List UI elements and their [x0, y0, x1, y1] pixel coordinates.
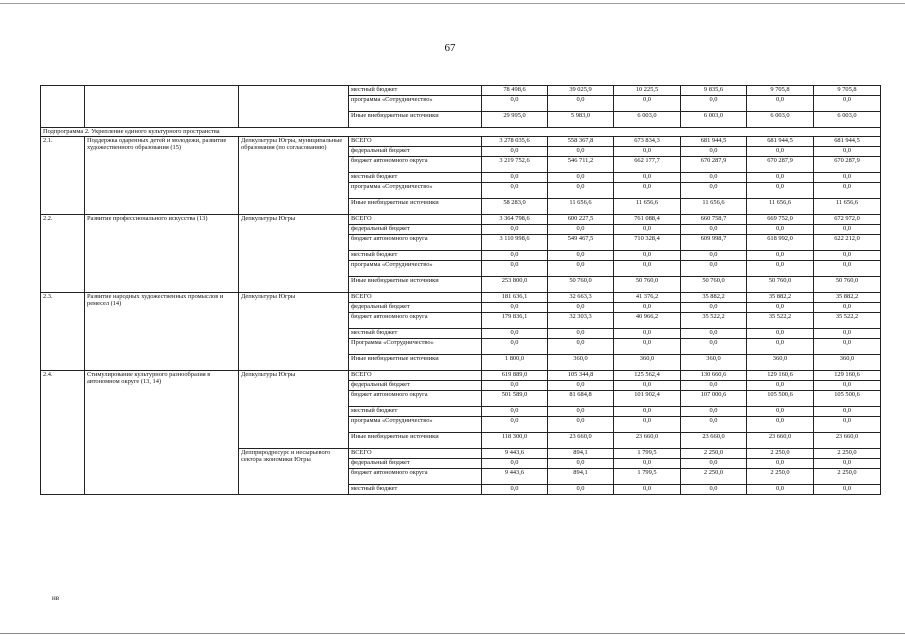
amount-cell: 50 760,0	[548, 277, 614, 293]
amount-cell: 2 250,0	[747, 449, 814, 459]
amount-cell: 35 522,2	[747, 313, 814, 329]
funding-source-cell: бюджет автономного округа	[349, 391, 482, 407]
amount-cell: 29 995,0	[482, 112, 548, 128]
amount-cell: 0,0	[681, 381, 747, 391]
amount-cell: 670 287,9	[814, 157, 881, 173]
amount-cell: 0,0	[681, 251, 747, 261]
amount-cell: 2 250,0	[814, 469, 881, 485]
amount-cell: 0,0	[482, 225, 548, 235]
funding-source-cell: федеральный бюджет	[349, 381, 482, 391]
amount-cell: 0,0	[614, 147, 681, 157]
amount-cell: 0,0	[814, 261, 881, 277]
amount-cell: 600 227,5	[548, 215, 614, 225]
amount-cell: 41 376,2	[614, 293, 681, 303]
item-name-cell: Развитие народных художественных промыслов и ремесел (14)	[85, 293, 239, 371]
amount-cell: 672 972,0	[814, 215, 881, 225]
amount-cell: 0,0	[814, 485, 881, 495]
amount-cell: 3 364 798,6	[482, 215, 548, 225]
amount-cell: 2 250,0	[814, 449, 881, 459]
amount-cell: 0,0	[747, 381, 814, 391]
amount-cell: 50 760,0	[747, 277, 814, 293]
amount-cell: 0,0	[482, 173, 548, 183]
amount-cell: 0,0	[814, 147, 881, 157]
amount-cell: 50 760,0	[814, 277, 881, 293]
amount-cell: 669 752,0	[747, 215, 814, 225]
amount-cell: 0,0	[548, 459, 614, 469]
amount-cell: 23 660,0	[614, 433, 681, 449]
amount-cell: 0,0	[482, 147, 548, 157]
amount-cell: 0,0	[614, 407, 681, 417]
table-row	[41, 86, 881, 96]
item-name-cell: Поддержка одаренных детей и молодежи, развитие художественного образования (15)	[85, 137, 239, 215]
amount-cell: 673 834,3	[614, 137, 681, 147]
funding-source-cell: местный бюджет	[349, 329, 482, 339]
funding-source-cell: бюджет автономного округа	[349, 313, 482, 329]
amount-cell: 0,0	[681, 417, 747, 433]
table-row	[41, 215, 881, 225]
amount-cell: 0,0	[747, 183, 814, 199]
amount-cell: 681 944,5	[747, 137, 814, 147]
executor-cell	[239, 86, 349, 128]
amount-cell: 11 656,6	[747, 199, 814, 215]
amount-cell: 11 656,6	[548, 199, 614, 215]
amount-cell: 35 522,2	[814, 313, 881, 329]
page-number: 67	[444, 42, 456, 54]
amount-cell: 681 944,5	[681, 137, 747, 147]
amount-cell: 32 663,3	[548, 293, 614, 303]
amount-cell: 0,0	[548, 303, 614, 313]
amount-cell: 0,0	[482, 96, 548, 112]
amount-cell: 0,0	[614, 225, 681, 235]
executor-cell: Депкультуры Югры	[239, 371, 349, 449]
amount-cell: 0,0	[548, 147, 614, 157]
amount-cell: 0,0	[747, 459, 814, 469]
table-row	[41, 293, 881, 303]
item-name-cell	[85, 86, 239, 128]
amount-cell: 0,0	[681, 459, 747, 469]
amount-cell: 6 003,0	[681, 112, 747, 128]
amount-cell: 0,0	[548, 407, 614, 417]
amount-cell: 179 836,1	[482, 313, 548, 329]
amount-cell: 105 500,6	[814, 391, 881, 407]
amount-cell: 0,0	[548, 96, 614, 112]
amount-cell: 0,0	[614, 251, 681, 261]
amount-cell: 6 003,0	[614, 112, 681, 128]
amount-cell: 0,0	[548, 339, 614, 355]
funding-source-cell: программа «Сотрудничество»	[349, 261, 482, 277]
amount-cell: 549 467,5	[548, 235, 614, 251]
amount-cell: 50 760,0	[614, 277, 681, 293]
amount-cell: 3 278 035,6	[482, 137, 548, 147]
amount-cell: 0,0	[747, 485, 814, 495]
amount-cell: 0,0	[814, 339, 881, 355]
table-row	[41, 371, 881, 381]
amount-cell: 710 328,4	[614, 235, 681, 251]
amount-cell: 360,0	[614, 355, 681, 371]
amount-cell: 0,0	[747, 173, 814, 183]
amount-cell: 6 003,0	[747, 112, 814, 128]
executor-cell: Депкультуры Югры, муниципальные образования (по согласованию)	[239, 137, 349, 215]
amount-cell: 0,0	[681, 303, 747, 313]
amount-cell: 0,0	[814, 96, 881, 112]
funding-source-cell: ВСЕГО	[349, 293, 482, 303]
amount-cell: 23 660,0	[747, 433, 814, 449]
executor-cell: Депкультуры Югры	[239, 215, 349, 293]
amount-cell: 0,0	[814, 251, 881, 261]
amount-cell: 101 902,4	[614, 391, 681, 407]
funding-source-cell: Иные внебюджетные источники	[349, 433, 482, 449]
funding-source-cell: Иные внебюджетные источники	[349, 355, 482, 371]
amount-cell: 0,0	[548, 329, 614, 339]
amount-cell: 618 992,0	[747, 235, 814, 251]
amount-cell: 360,0	[681, 355, 747, 371]
amount-cell: 81 684,8	[548, 391, 614, 407]
budget-table	[40, 85, 881, 495]
executor-cell: Депприродресурс и несырьевого сектора экономики Югры	[239, 449, 349, 495]
amount-cell: 0,0	[814, 459, 881, 469]
amount-cell: 0,0	[614, 459, 681, 469]
amount-cell: 40 966,2	[614, 313, 681, 329]
amount-cell: 11 656,6	[814, 199, 881, 215]
amount-cell: 58 283,0	[482, 199, 548, 215]
amount-cell: 0,0	[747, 339, 814, 355]
amount-cell: 360,0	[548, 355, 614, 371]
funding-source-cell: программа «Сотрудничество»	[349, 183, 482, 199]
amount-cell: 360,0	[747, 355, 814, 371]
funding-source-cell: программа «Сотрудничество»	[349, 96, 482, 112]
amount-cell: 0,0	[747, 303, 814, 313]
amount-cell: 0,0	[482, 485, 548, 495]
amount-cell: 23 660,0	[548, 433, 614, 449]
amount-cell: 3 110 998,6	[482, 235, 548, 251]
funding-source-cell: ВСЕГО	[349, 215, 482, 225]
amount-cell: 0,0	[814, 173, 881, 183]
amount-cell: 9 705,8	[747, 86, 814, 96]
amount-cell: 0,0	[747, 407, 814, 417]
amount-cell: 0,0	[747, 96, 814, 112]
amount-cell: 0,0	[548, 261, 614, 277]
amount-cell: 0,0	[614, 173, 681, 183]
amount-cell: 0,0	[681, 485, 747, 495]
amount-cell: 0,0	[681, 147, 747, 157]
amount-cell: 10 225,5	[614, 86, 681, 96]
amount-cell: 2 250,0	[681, 469, 747, 485]
amount-cell: 1 800,0	[482, 355, 548, 371]
amount-cell: 2 250,0	[747, 469, 814, 485]
funding-source-cell: бюджет автономного округа	[349, 235, 482, 251]
amount-cell: 622 212,0	[814, 235, 881, 251]
amount-cell: 9 705,8	[814, 86, 881, 96]
amount-cell: 118 300,0	[482, 433, 548, 449]
funding-source-cell: местный бюджет	[349, 86, 482, 96]
amount-cell: 9 443,6	[482, 469, 548, 485]
amount-cell: 0,0	[681, 96, 747, 112]
amount-cell: 0,0	[482, 329, 548, 339]
item-number-cell: 2.2.	[41, 215, 85, 293]
amount-cell: 0,0	[482, 459, 548, 469]
amount-cell: 0,0	[614, 417, 681, 433]
amount-cell: 761 088,4	[614, 215, 681, 225]
item-number-cell: 2.1.	[41, 137, 85, 215]
amount-cell: 35 522,2	[681, 313, 747, 329]
amount-cell: 0,0	[747, 225, 814, 235]
amount-cell: 125 562,4	[614, 371, 681, 381]
funding-source-cell: Иные внебюджетные источники	[349, 112, 482, 128]
amount-cell: 0,0	[482, 183, 548, 199]
amount-cell: 0,0	[548, 173, 614, 183]
amount-cell: 0,0	[681, 261, 747, 277]
amount-cell: 0,0	[614, 339, 681, 355]
amount-cell: 0,0	[814, 225, 881, 235]
amount-cell: 0,0	[482, 303, 548, 313]
item-number-cell: 2.3.	[41, 293, 85, 371]
amount-cell: 0,0	[482, 381, 548, 391]
amount-cell: 0,0	[614, 303, 681, 313]
amount-cell: 181 636,1	[482, 293, 548, 303]
amount-cell: 558 367,8	[548, 137, 614, 147]
amount-cell: 3 219 752,6	[482, 157, 548, 173]
funding-source-cell: местный бюджет	[349, 407, 482, 417]
funding-source-cell: ВСЕГО	[349, 371, 482, 381]
amount-cell: 546 711,2	[548, 157, 614, 173]
amount-cell: 5 983,0	[548, 112, 614, 128]
amount-cell: 662 177,7	[614, 157, 681, 173]
amount-cell: 0,0	[614, 485, 681, 495]
amount-cell: 0,0	[681, 407, 747, 417]
amount-cell: 50 760,0	[681, 277, 747, 293]
amount-cell: 0,0	[548, 485, 614, 495]
amount-cell: 253 800,0	[482, 277, 548, 293]
amount-cell: 0,0	[548, 381, 614, 391]
amount-cell: 670 287,9	[747, 157, 814, 173]
amount-cell: 23 660,0	[681, 433, 747, 449]
amount-cell: 619 889,0	[482, 371, 548, 381]
funding-source-cell: бюджет автономного округа	[349, 157, 482, 173]
funding-source-cell: ВСЕГО	[349, 137, 482, 147]
amount-cell: 0,0	[747, 251, 814, 261]
amount-cell: 0,0	[681, 173, 747, 183]
amount-cell: 0,0	[614, 183, 681, 199]
amount-cell: 9 443,6	[482, 449, 548, 459]
amount-cell: 0,0	[814, 381, 881, 391]
amount-cell: 894,1	[548, 469, 614, 485]
amount-cell: 0,0	[482, 407, 548, 417]
amount-cell: 105 344,8	[548, 371, 614, 381]
funding-source-cell: местный бюджет	[349, 485, 482, 495]
amount-cell: 0,0	[482, 251, 548, 261]
funding-source-cell: федеральный бюджет	[349, 459, 482, 469]
amount-cell: 129 160,6	[747, 371, 814, 381]
amount-cell: 6 003,0	[814, 112, 881, 128]
amount-cell: 78 498,6	[482, 86, 548, 96]
item-number-cell	[41, 86, 85, 128]
scan-bottom-edge	[0, 633, 905, 634]
amount-cell: 0,0	[482, 339, 548, 355]
amount-cell: 0,0	[814, 417, 881, 433]
funding-source-cell: ВСЕГО	[349, 449, 482, 459]
amount-cell: 670 287,9	[681, 157, 747, 173]
item-name-cell: Развитие профессионального искусства (13)	[85, 215, 239, 293]
amount-cell: 360,0	[814, 355, 881, 371]
amount-cell: 11 656,6	[614, 199, 681, 215]
item-number-cell: 2.4.	[41, 371, 85, 495]
amount-cell: 0,0	[814, 183, 881, 199]
amount-cell: 0,0	[614, 261, 681, 277]
footer-mark: нв	[52, 594, 60, 602]
amount-cell: 0,0	[681, 225, 747, 235]
amount-cell: 0,0	[747, 147, 814, 157]
funding-source-cell: Иные внебюджетные источники	[349, 199, 482, 215]
funding-source-cell: Иные внебюджетные источники	[349, 277, 482, 293]
amount-cell: 681 944,5	[814, 137, 881, 147]
funding-source-cell: программа «Сотрудничество»	[349, 417, 482, 433]
amount-cell: 0,0	[614, 329, 681, 339]
amount-cell: 130 660,6	[681, 371, 747, 381]
amount-cell: 2 250,0	[681, 449, 747, 459]
amount-cell: 129 160,6	[814, 371, 881, 381]
subprogram-row	[41, 128, 881, 137]
amount-cell: 0,0	[482, 417, 548, 433]
amount-cell: 0,0	[814, 303, 881, 313]
amount-cell: 0,0	[482, 261, 548, 277]
amount-cell: 0,0	[681, 329, 747, 339]
executor-cell: Депкультуры Югры	[239, 293, 349, 371]
amount-cell: 660 758,7	[681, 215, 747, 225]
amount-cell: 0,0	[814, 407, 881, 417]
item-name-cell: Стимулирование культурного разнообразия в автономном округе (13, 14)	[85, 371, 239, 495]
table-row	[41, 137, 881, 147]
amount-cell: 0,0	[681, 339, 747, 355]
amount-cell: 35 882,2	[814, 293, 881, 303]
amount-cell: 9 835,6	[681, 86, 747, 96]
subprogram-title: Подпрограмма 2. Укрепление единого культурного пространства	[41, 128, 881, 137]
funding-source-cell: местный бюджет	[349, 173, 482, 183]
amount-cell: 609 998,7	[681, 235, 747, 251]
funding-source-cell: федеральный бюджет	[349, 225, 482, 235]
amount-cell: 0,0	[814, 329, 881, 339]
amount-cell: 0,0	[548, 251, 614, 261]
amount-cell: 0,0	[548, 225, 614, 235]
funding-source-cell: федеральный бюджет	[349, 303, 482, 313]
amount-cell: 0,0	[747, 329, 814, 339]
amount-cell: 32 303,3	[548, 313, 614, 329]
amount-cell: 0,0	[548, 417, 614, 433]
amount-cell: 0,0	[614, 381, 681, 391]
funding-source-cell: федеральный бюджет	[349, 147, 482, 157]
amount-cell: 0,0	[681, 183, 747, 199]
amount-cell: 1 799,5	[614, 469, 681, 485]
amount-cell: 0,0	[747, 261, 814, 277]
amount-cell: 107 000,6	[681, 391, 747, 407]
funding-source-cell: бюджет автономного округа	[349, 469, 482, 485]
funding-source-cell: Программа «Сотрудничество»	[349, 339, 482, 355]
amount-cell: 894,1	[548, 449, 614, 459]
amount-cell: 0,0	[747, 417, 814, 433]
amount-cell: 23 660,0	[814, 433, 881, 449]
funding-source-cell: местный бюджет	[349, 251, 482, 261]
amount-cell: 35 882,2	[747, 293, 814, 303]
amount-cell: 105 500,6	[747, 391, 814, 407]
amount-cell: 11 656,6	[681, 199, 747, 215]
amount-cell: 39 025,9	[548, 86, 614, 96]
scan-top-edge	[0, 3, 905, 4]
amount-cell: 35 882,2	[681, 293, 747, 303]
amount-cell: 1 799,5	[614, 449, 681, 459]
amount-cell: 0,0	[614, 96, 681, 112]
amount-cell: 501 589,0	[482, 391, 548, 407]
amount-cell: 0,0	[548, 183, 614, 199]
